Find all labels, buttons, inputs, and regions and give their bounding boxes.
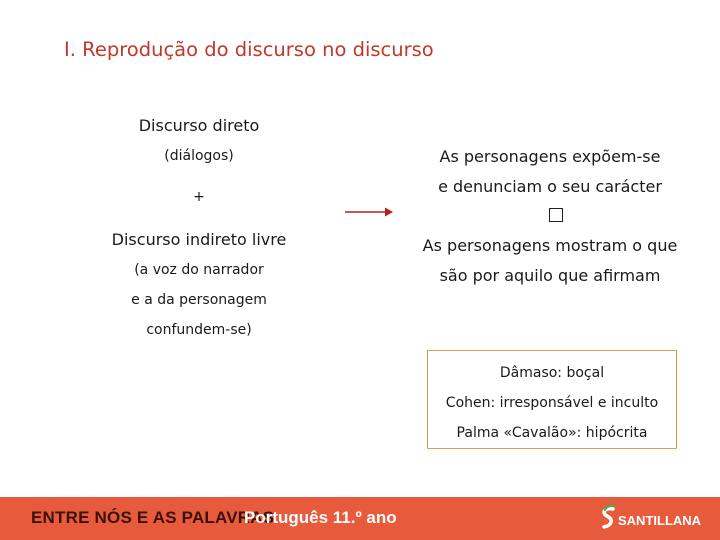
footer-subject: Português 11.º ano <box>244 508 397 527</box>
palma-line: Palma «Cavalão»: hipócrita <box>456 425 648 441</box>
plus-sign: + <box>193 189 205 205</box>
dialogos-label: (diálogos) <box>164 148 234 164</box>
discurso-indireto-livre-label: Discurso indireto livre <box>111 230 287 249</box>
right-line-3: As personagens mostram o que <box>422 236 678 255</box>
slide-title: I. Reprodução do discurso no discurso <box>64 38 434 61</box>
santillana-logo-icon <box>598 505 620 531</box>
checkbox-icon <box>549 208 563 222</box>
right-line-2: e denunciam o seu carácter <box>438 177 662 196</box>
note-line-3: confundem-se) <box>146 322 252 338</box>
right-line-1: As personagens expõem-se <box>439 147 661 166</box>
damaso-line: Dâmaso: boçal <box>499 365 605 381</box>
characters-box <box>427 350 677 449</box>
cohen-line: Cohen: irresponsável e inculto <box>445 395 659 411</box>
right-arrow-icon <box>345 204 393 220</box>
note-line-1: (a voz do narrador <box>134 262 264 278</box>
note-line-2: e a da personagem <box>131 292 267 308</box>
logo-wordmark: SANTILLANA <box>618 513 702 528</box>
footer-series: ENTRE NÓS E AS PALAVRAS <box>31 508 275 527</box>
footer-bar <box>0 497 720 540</box>
right-line-4: são por aquilo que afirmam <box>439 266 661 285</box>
discurso-direto-label: Discurso direto <box>138 116 260 135</box>
santillana-logo <box>598 505 702 533</box>
